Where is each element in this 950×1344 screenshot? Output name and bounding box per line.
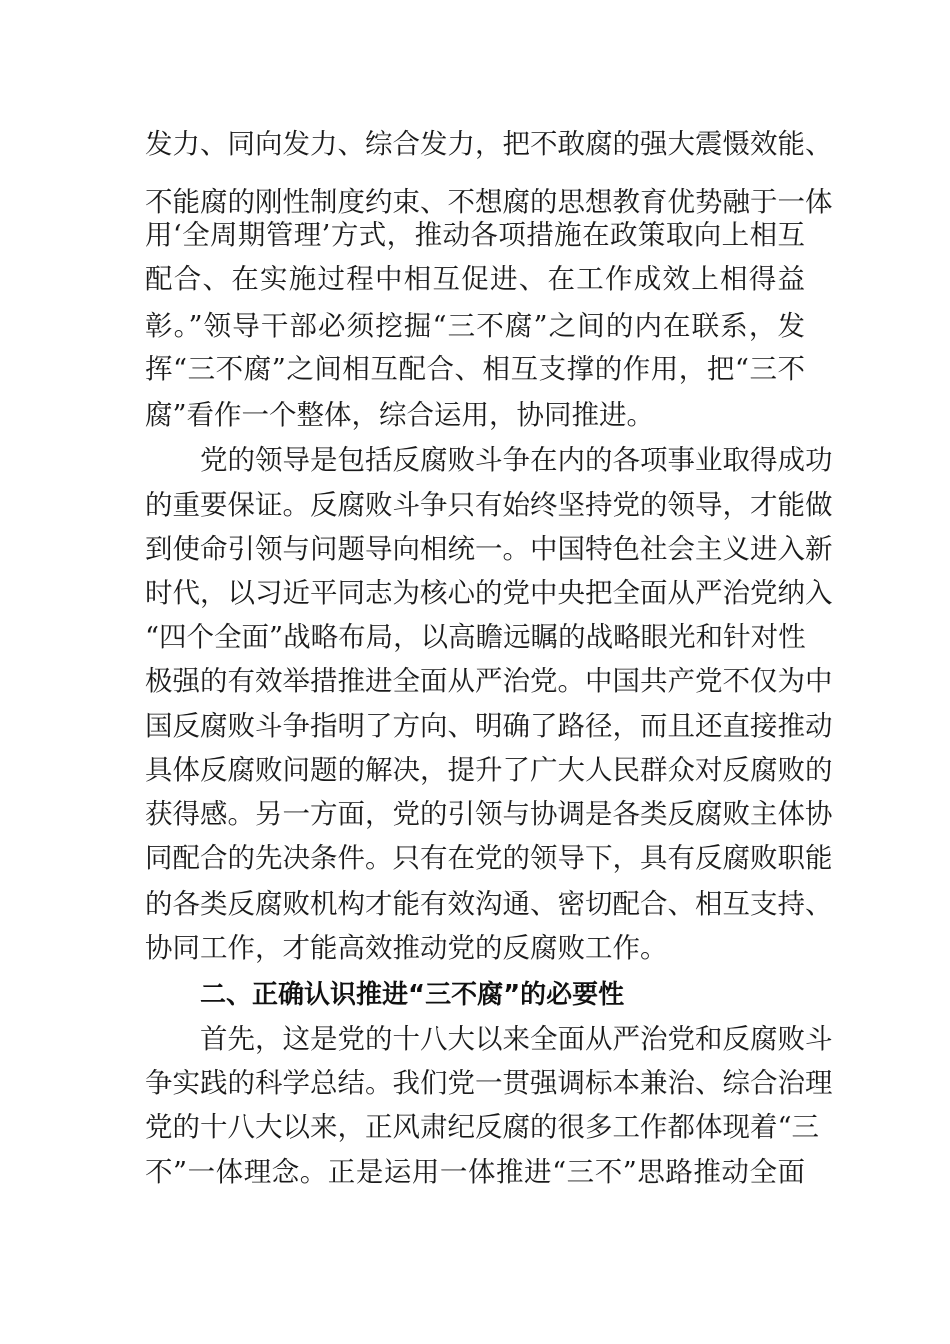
paragraph-2-line-2: 的重要保证。反腐败斗争只有始终坚持党的领导，才能做: [145, 489, 833, 521]
paragraph-2-line-8: 具体反腐败问题的解决，提升了广大人民群众对反腐败的: [145, 754, 833, 786]
paragraph-2-line-6: 极强的有效举措推进全面从严治党。中国共产党不仅为中: [145, 665, 833, 697]
paragraph-1-line-5: 彰。”领导干部必须挖掘“三不腐”之间的内在联系，发: [145, 310, 805, 342]
paragraph-2-line-12: 协同工作，才能高效推动党的反腐败工作。: [145, 932, 668, 964]
paragraph-2-line-11: 的各类反腐败机构才能有效沟通、密切配合、相互支持、: [145, 888, 833, 920]
paragraph-3-line-3: 党的十八大以来，正风肃纪反腐的很多工作都体现着“三: [145, 1111, 820, 1143]
paragraph-2-line-1: 党的领导是包括反腐败斗争在内的各项事业取得成功: [200, 444, 833, 476]
paragraph-1-line-7: 腐”看作一个整体，综合运用，协同推进。: [145, 399, 655, 431]
paragraph-2-line-7: 国反腐败斗争指明了方向、明确了路径，而且还直接推动: [145, 710, 833, 742]
paragraph-2-line-4: 时代，以习近平同志为核心的党中央把全面从严治党纳入: [145, 577, 833, 609]
paragraph-3-line-4: 不”一体理念。正是运用一体推进“三不”思路推动全面: [145, 1156, 805, 1188]
paragraph-2-line-9: 获得感。另一方面，党的引领与协调是各类反腐败主体协: [145, 798, 833, 830]
paragraph-1-line-2: 不能腐的刚性制度约束、不想腐的思想教育优势融于一体: [145, 186, 833, 218]
section-heading: 二、正确认识推进“三不腐”的必要性: [200, 980, 625, 1010]
paragraph-1-line-6: 挥“三不腐”之间相互配合、相互支撑的作用，把“三不: [145, 353, 805, 385]
paragraph-2-line-5: “四个全面”战略布局，以高瞻远瞩的战略眼光和针对性: [145, 621, 806, 653]
paragraph-3-line-1: 首先，这是党的十八大以来全面从严治党和反腐败斗: [200, 1023, 833, 1055]
paragraph-2-line-10: 同配合的先决条件。只有在党的领导下，具有反腐败职能: [145, 842, 833, 874]
paragraph-1-line-3: 用‘全周期管理’方式，推动各项措施在政策取向上相互: [145, 219, 805, 251]
paragraph-1-line-4: 配合、在实施过程中相互促进、在工作成效上相得益: [145, 263, 805, 295]
paragraph-2-line-3: 到使命引领与问题导向相统一。中国特色社会主义进入新: [145, 533, 833, 565]
paragraph-3-line-2: 争实践的科学总结。我们党一贯强调标本兼治、综合治理: [145, 1067, 833, 1099]
paragraph-1-line-1: 发力、同向发力、综合发力，把不敢腐的强大震慑效能、: [145, 128, 833, 160]
